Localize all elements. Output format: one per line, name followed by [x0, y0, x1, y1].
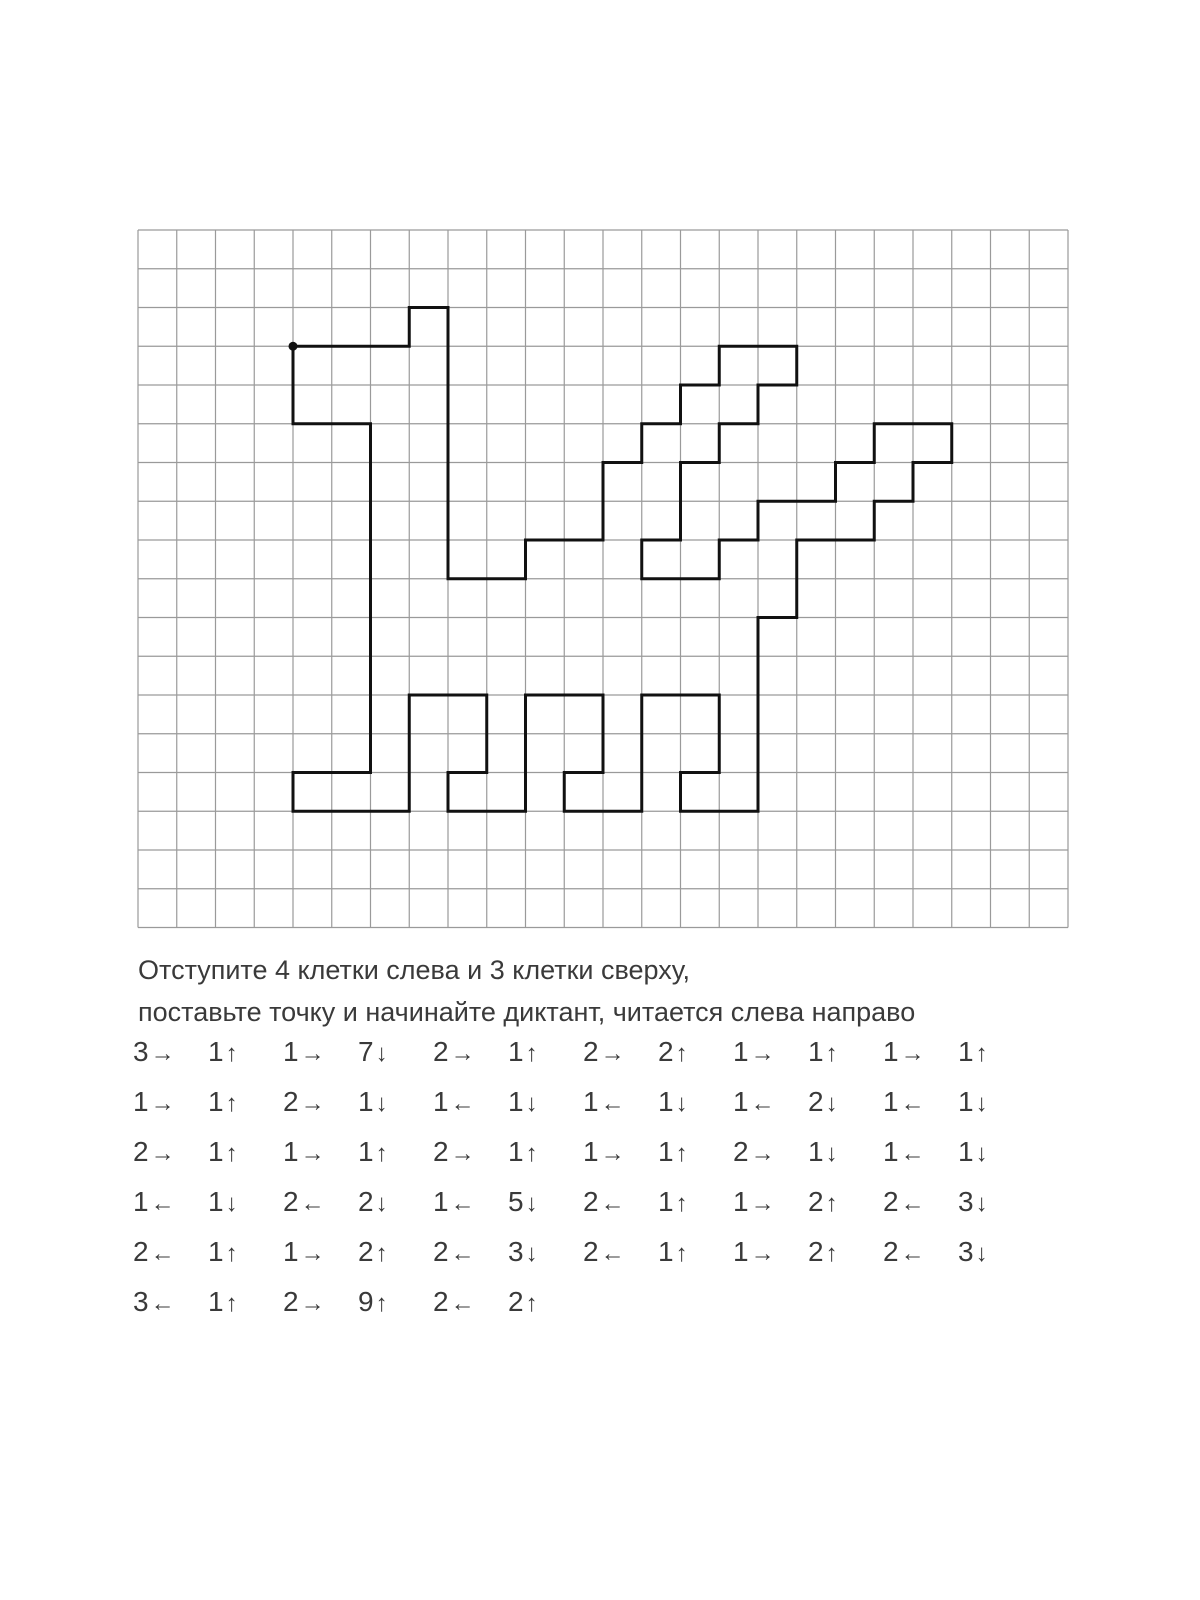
step-direction-arrow: ←	[450, 1190, 475, 1217]
step-count: 5	[508, 1186, 524, 1217]
dictation-step	[283, 1084, 325, 1122]
dictation-step	[283, 1234, 325, 1272]
step-direction-arrow: ↓	[375, 1040, 388, 1067]
step-direction-arrow: →	[300, 1090, 325, 1117]
dictation-step	[958, 1134, 988, 1172]
dictation-step	[508, 1284, 538, 1322]
step-count: 2	[733, 1136, 749, 1167]
dictation-step	[208, 1234, 238, 1272]
dictation-step	[358, 1184, 388, 1222]
step-direction-arrow: →	[750, 1140, 775, 1167]
step-count: 1	[283, 1236, 299, 1267]
dictation-step	[133, 1084, 175, 1122]
step-count: 1	[508, 1036, 524, 1067]
dictation-step	[958, 1084, 988, 1122]
dictation-step	[283, 1184, 325, 1222]
instruction-line-2: поставьте точку и начинайте диктант, читается слева направо	[138, 997, 916, 1027]
step-direction-arrow: ←	[450, 1240, 475, 1267]
step-direction-arrow: ↑	[225, 1090, 238, 1117]
dictation-step	[433, 1134, 475, 1172]
step-direction-arrow: ↓	[975, 1190, 988, 1217]
step-count: 3	[508, 1236, 524, 1267]
step-count: 1	[283, 1136, 299, 1167]
step-count: 1	[508, 1086, 524, 1117]
step-direction-arrow: ←	[600, 1090, 625, 1117]
step-direction-arrow: →	[450, 1040, 475, 1067]
step-direction-arrow: ←	[900, 1190, 925, 1217]
step-direction-arrow: ↑	[375, 1140, 388, 1167]
step-direction-arrow: ↓	[525, 1240, 538, 1267]
dictation-step	[283, 1284, 325, 1322]
step-direction-arrow: ↓	[825, 1090, 838, 1117]
step-count: 2	[508, 1286, 524, 1317]
dictation-step	[658, 1134, 688, 1172]
dictation-step	[658, 1184, 688, 1222]
dictation-step	[133, 1284, 175, 1322]
step-direction-arrow: ←	[450, 1090, 475, 1117]
dictation-step	[133, 1034, 175, 1072]
step-count: 3	[133, 1286, 149, 1317]
dictation-step	[808, 1034, 838, 1072]
step-count: 2	[133, 1136, 149, 1167]
step-direction-arrow: →	[150, 1090, 175, 1117]
dictation-step	[808, 1084, 838, 1122]
step-count: 1	[433, 1186, 449, 1217]
step-count: 1	[958, 1086, 974, 1117]
step-count: 1	[433, 1086, 449, 1117]
step-count: 2	[283, 1086, 299, 1117]
dictation-step	[508, 1184, 538, 1222]
dictation-step	[433, 1234, 475, 1272]
dictation-step	[883, 1084, 925, 1122]
step-direction-arrow: →	[300, 1290, 325, 1317]
step-count: 1	[883, 1036, 899, 1067]
step-count: 2	[283, 1286, 299, 1317]
step-direction-arrow: →	[900, 1040, 925, 1067]
dictation-step	[358, 1034, 388, 1072]
dictation-step	[883, 1184, 925, 1222]
dictation-step	[808, 1184, 838, 1222]
step-count: 1	[208, 1036, 224, 1067]
step-direction-arrow: ←	[900, 1090, 925, 1117]
step-direction-arrow: ↑	[675, 1240, 688, 1267]
dictation-step	[508, 1134, 538, 1172]
step-count: 1	[583, 1086, 599, 1117]
step-count: 1	[733, 1186, 749, 1217]
step-count: 3	[133, 1036, 149, 1067]
grid-lines	[138, 230, 1068, 928]
step-direction-arrow: ←	[450, 1290, 475, 1317]
step-direction-arrow: ↓	[975, 1140, 988, 1167]
step-direction-arrow: ↓	[375, 1090, 388, 1117]
dictation-step	[433, 1034, 475, 1072]
step-count: 1	[733, 1236, 749, 1267]
step-count: 1	[883, 1136, 899, 1167]
step-direction-arrow: ↑	[825, 1040, 838, 1067]
step-count: 1	[133, 1086, 149, 1117]
dictation-step	[733, 1184, 775, 1222]
dictation-step	[283, 1134, 325, 1172]
step-direction-arrow: →	[750, 1240, 775, 1267]
step-count: 1	[733, 1036, 749, 1067]
step-count: 1	[208, 1136, 224, 1167]
step-count: 7	[358, 1036, 374, 1067]
dictation-step	[358, 1234, 388, 1272]
step-direction-arrow: ↑	[375, 1290, 388, 1317]
dictation-step	[208, 1134, 238, 1172]
dictation-step	[883, 1234, 925, 1272]
step-direction-arrow: ↑	[525, 1040, 538, 1067]
step-count: 1	[208, 1286, 224, 1317]
dictation-step	[358, 1134, 388, 1172]
step-count: 1	[658, 1136, 674, 1167]
step-count: 2	[358, 1186, 374, 1217]
step-direction-arrow: ←	[900, 1240, 925, 1267]
dictation-step	[358, 1084, 388, 1122]
step-count: 9	[358, 1286, 374, 1317]
dictation-step	[583, 1034, 625, 1072]
step-direction-arrow: ↓	[675, 1090, 688, 1117]
step-direction-arrow: ↑	[525, 1290, 538, 1317]
step-direction-arrow: ←	[750, 1090, 775, 1117]
step-count: 2	[883, 1236, 899, 1267]
step-direction-arrow: →	[300, 1140, 325, 1167]
dictation-step	[508, 1234, 538, 1272]
step-direction-arrow: ↑	[975, 1040, 988, 1067]
dictation-step	[283, 1034, 325, 1072]
step-direction-arrow: ↓	[225, 1190, 238, 1217]
step-count: 2	[433, 1136, 449, 1167]
dictation-step	[208, 1284, 238, 1322]
step-direction-arrow: ↑	[225, 1240, 238, 1267]
step-direction-arrow: →	[300, 1240, 325, 1267]
step-direction-arrow: →	[750, 1190, 775, 1217]
step-count: 1	[208, 1086, 224, 1117]
dictation-step	[208, 1084, 238, 1122]
step-count: 2	[583, 1036, 599, 1067]
step-count: 2	[808, 1236, 824, 1267]
step-direction-arrow: ←	[150, 1190, 175, 1217]
dictation-step	[733, 1084, 775, 1122]
step-direction-arrow: →	[150, 1140, 175, 1167]
step-count: 1	[658, 1236, 674, 1267]
start-point-dot	[289, 342, 298, 351]
step-direction-arrow: ↑	[675, 1190, 688, 1217]
dictation-step	[433, 1184, 475, 1222]
step-direction-arrow: ↑	[825, 1190, 838, 1217]
dictation-step	[658, 1034, 688, 1072]
dictation-step	[208, 1184, 238, 1222]
step-direction-arrow: ↓	[525, 1190, 538, 1217]
step-count: 1	[958, 1136, 974, 1167]
step-direction-arrow: ←	[600, 1190, 625, 1217]
step-count: 1	[883, 1086, 899, 1117]
dictation-step	[133, 1134, 175, 1172]
step-count: 1	[808, 1136, 824, 1167]
step-count: 2	[358, 1236, 374, 1267]
step-direction-arrow: ↑	[225, 1140, 238, 1167]
dictation-step	[133, 1184, 175, 1222]
instruction-line-1: Отступите 4 клетки слева и 3 клетки сверху,	[138, 955, 691, 985]
step-count: 2	[583, 1186, 599, 1217]
step-direction-arrow: ←	[900, 1140, 925, 1167]
dictation-step	[583, 1184, 625, 1222]
dictation-step	[433, 1284, 475, 1322]
dictation-step	[208, 1034, 238, 1072]
step-direction-arrow: ↓	[525, 1090, 538, 1117]
step-count: 2	[433, 1236, 449, 1267]
step-count: 1	[358, 1086, 374, 1117]
step-count: 1	[283, 1036, 299, 1067]
step-direction-arrow: ↑	[375, 1240, 388, 1267]
step-count: 2	[808, 1086, 824, 1117]
step-direction-arrow: →	[150, 1040, 175, 1067]
step-direction-arrow: ↑	[225, 1040, 238, 1067]
step-count: 1	[583, 1136, 599, 1167]
dictation-step	[658, 1234, 688, 1272]
step-count: 1	[958, 1036, 974, 1067]
dictation-step	[508, 1084, 538, 1122]
dictation-step	[433, 1084, 475, 1122]
dictation-step	[733, 1034, 775, 1072]
step-direction-arrow: →	[450, 1140, 475, 1167]
step-count: 2	[883, 1186, 899, 1217]
step-direction-arrow: ←	[600, 1240, 625, 1267]
dictation-step	[808, 1234, 838, 1272]
step-direction-arrow: →	[300, 1040, 325, 1067]
dictation-step	[358, 1284, 388, 1322]
step-count: 1	[508, 1136, 524, 1167]
step-count: 2	[808, 1186, 824, 1217]
step-count: 1	[208, 1236, 224, 1267]
dictation-step	[733, 1234, 775, 1272]
dictation-step	[883, 1034, 925, 1072]
dictation-step	[583, 1084, 625, 1122]
step-direction-arrow: ←	[300, 1190, 325, 1217]
step-direction-arrow: ↓	[975, 1090, 988, 1117]
step-direction-arrow: ↑	[525, 1140, 538, 1167]
step-count: 1	[808, 1036, 824, 1067]
dictation-step	[658, 1084, 688, 1122]
step-count: 1	[133, 1186, 149, 1217]
step-direction-arrow: ←	[150, 1240, 175, 1267]
dictation-step	[958, 1234, 988, 1272]
step-direction-arrow: ↓	[975, 1240, 988, 1267]
step-direction-arrow: ↓	[375, 1190, 388, 1217]
step-direction-arrow: ↑	[225, 1290, 238, 1317]
step-count: 1	[358, 1136, 374, 1167]
dictation-step	[958, 1034, 988, 1072]
dictation-step	[883, 1134, 925, 1172]
step-direction-arrow: →	[600, 1140, 625, 1167]
step-count: 2	[433, 1286, 449, 1317]
step-direction-arrow: ←	[150, 1290, 175, 1317]
step-count: 2	[583, 1236, 599, 1267]
step-count: 2	[283, 1186, 299, 1217]
step-direction-arrow: ↓	[825, 1140, 838, 1167]
dictation-step	[133, 1234, 175, 1272]
dictation-step	[808, 1134, 838, 1172]
dictation-step	[583, 1134, 625, 1172]
step-count: 1	[658, 1186, 674, 1217]
step-count: 3	[958, 1186, 974, 1217]
dictation-step	[733, 1134, 775, 1172]
step-direction-arrow: →	[750, 1040, 775, 1067]
step-count: 2	[433, 1036, 449, 1067]
dictation-step	[508, 1034, 538, 1072]
dictation-step	[583, 1234, 625, 1272]
dictation-step	[958, 1184, 988, 1222]
dictation-figure-path	[293, 308, 952, 812]
step-direction-arrow: ↑	[675, 1140, 688, 1167]
step-count: 1	[208, 1186, 224, 1217]
step-count: 3	[958, 1236, 974, 1267]
step-direction-arrow: ↑	[675, 1040, 688, 1067]
step-count: 1	[658, 1086, 674, 1117]
step-count: 2	[658, 1036, 674, 1067]
step-count: 1	[733, 1086, 749, 1117]
step-count: 2	[133, 1236, 149, 1267]
step-direction-arrow: →	[600, 1040, 625, 1067]
step-direction-arrow: ↑	[825, 1240, 838, 1267]
